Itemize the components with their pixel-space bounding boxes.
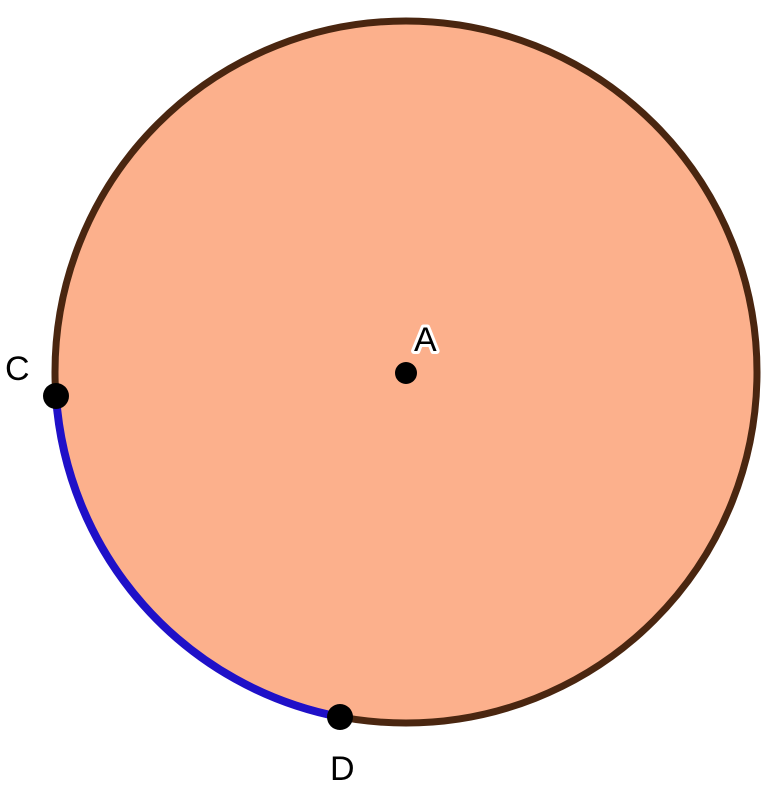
point-d[interactable] [327,704,353,730]
label-c: C [5,350,30,388]
label-a: A [414,321,437,359]
point-a[interactable] [395,362,417,384]
label-d: D [330,750,355,788]
point-c[interactable] [43,383,69,409]
